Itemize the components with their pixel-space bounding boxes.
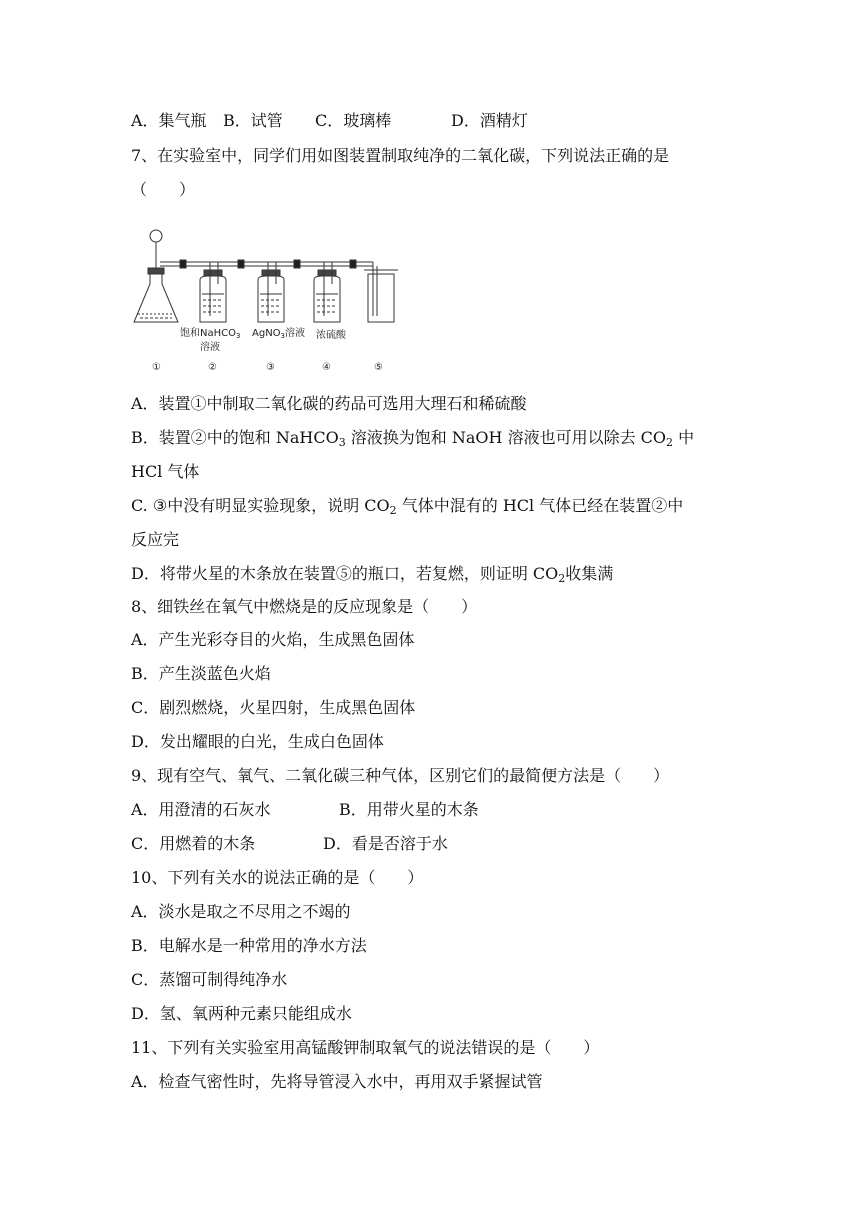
- q11-option-a: A．检查气密性时，先将导管浸入水中，再用双手紧握试管: [131, 1072, 543, 1091]
- q8-option-b: B．产生淡蓝色火焰: [131, 664, 271, 683]
- label-num-1: ①: [152, 362, 161, 373]
- q7-option-b: B．装置②中的饱和 NaHCO$_3$ 溶液换为饱和 NaOH 溶液也可用以除去 $CO_2$ 中: [131, 428, 695, 449]
- label-agno3: AgNO$_3$溶液: [252, 328, 306, 340]
- label-conc-sulfuric-acid: 浓硫酸: [316, 330, 346, 341]
- label-num-2: ②: [208, 362, 217, 373]
- q6-option-c: C．玻璃棒: [315, 111, 392, 130]
- q7-option-b-cont: HCl 气体: [131, 462, 200, 481]
- q10-option-b: B．电解水是一种常用的净水方法: [131, 936, 367, 955]
- q8-option-c: C．剧烈燃烧，火星四射，生成黑色固体: [131, 698, 416, 717]
- q10-option-a: A．淡水是取之不尽用之不竭的: [131, 902, 351, 921]
- label-num-5: ⑤: [374, 362, 383, 373]
- q9-option-a: A．用澄清的石灰水: [131, 800, 271, 819]
- q7-option-c-cont: 反应完: [131, 530, 180, 549]
- q7-blank: （ ）: [131, 180, 196, 199]
- q6-option-a: A．集气瓶: [131, 111, 207, 130]
- q8-option-d: D．发出耀眼的白光，生成白色固体: [131, 732, 384, 751]
- q8-stem: 8、细铁丝在氧气中燃烧是的反应现象是（ ）: [131, 597, 478, 616]
- q11-stem: 11、下列有关实验室用高锰酸钾制取氧气的说法错误的是（ ）: [131, 1038, 600, 1057]
- label-num-3: ③: [266, 362, 275, 373]
- q7-option-a: A．装置①中制取二氧化碳的药品可选用大理石和稀硫酸: [131, 394, 527, 413]
- q8-option-a: A．产生光彩夺目的火焰，生成黑色固体: [131, 630, 415, 649]
- label-num-4: ④: [322, 362, 331, 373]
- q7-stem: 7、在实验室中，同学们用如图装置制取纯净的二氧化碳，下列说法正确的是: [131, 146, 670, 165]
- label-nahco3-solution: 溶液: [200, 342, 220, 353]
- q6-options: [131, 111, 528, 131]
- q9-options-cd: [131, 834, 448, 854]
- q6-option-b: B．试管: [223, 111, 283, 130]
- q7-option-d: D．将带火星的木条放在装置⑤的瓶口，若复燃，则证明 $CO_2$收集满: [131, 564, 614, 585]
- q9-option-b: B．用带火星的木条: [339, 800, 479, 819]
- q7-option-c: C. ③中没有明显实验现象，说明 $CO_2$ 气体中混有的 HCl 气体已经在装置②中: [131, 496, 684, 517]
- q9-options-ab: [131, 800, 479, 820]
- q9-option-d: D．看是否溶于水: [323, 834, 448, 853]
- apparatus-diagram: [128, 222, 408, 374]
- q9-option-c: C．用燃着的木条: [131, 834, 256, 853]
- apparatus-figure: [128, 222, 408, 374]
- q10-stem: 10、下列有关水的说法正确的是（ ）: [131, 868, 424, 887]
- q9-stem: 9、现有空气、氧气、二氧化碳三种气体，区别它们的最简便方法是（ ）: [131, 766, 670, 785]
- q6-option-d: D．酒精灯: [451, 111, 528, 130]
- label-nahco3: 饱和NaHCO$_3$: [180, 328, 241, 340]
- q10-option-c: C．蒸馏可制得纯净水: [131, 970, 288, 989]
- q10-option-d: D．氢、氧两种元素只能组成水: [131, 1004, 352, 1023]
